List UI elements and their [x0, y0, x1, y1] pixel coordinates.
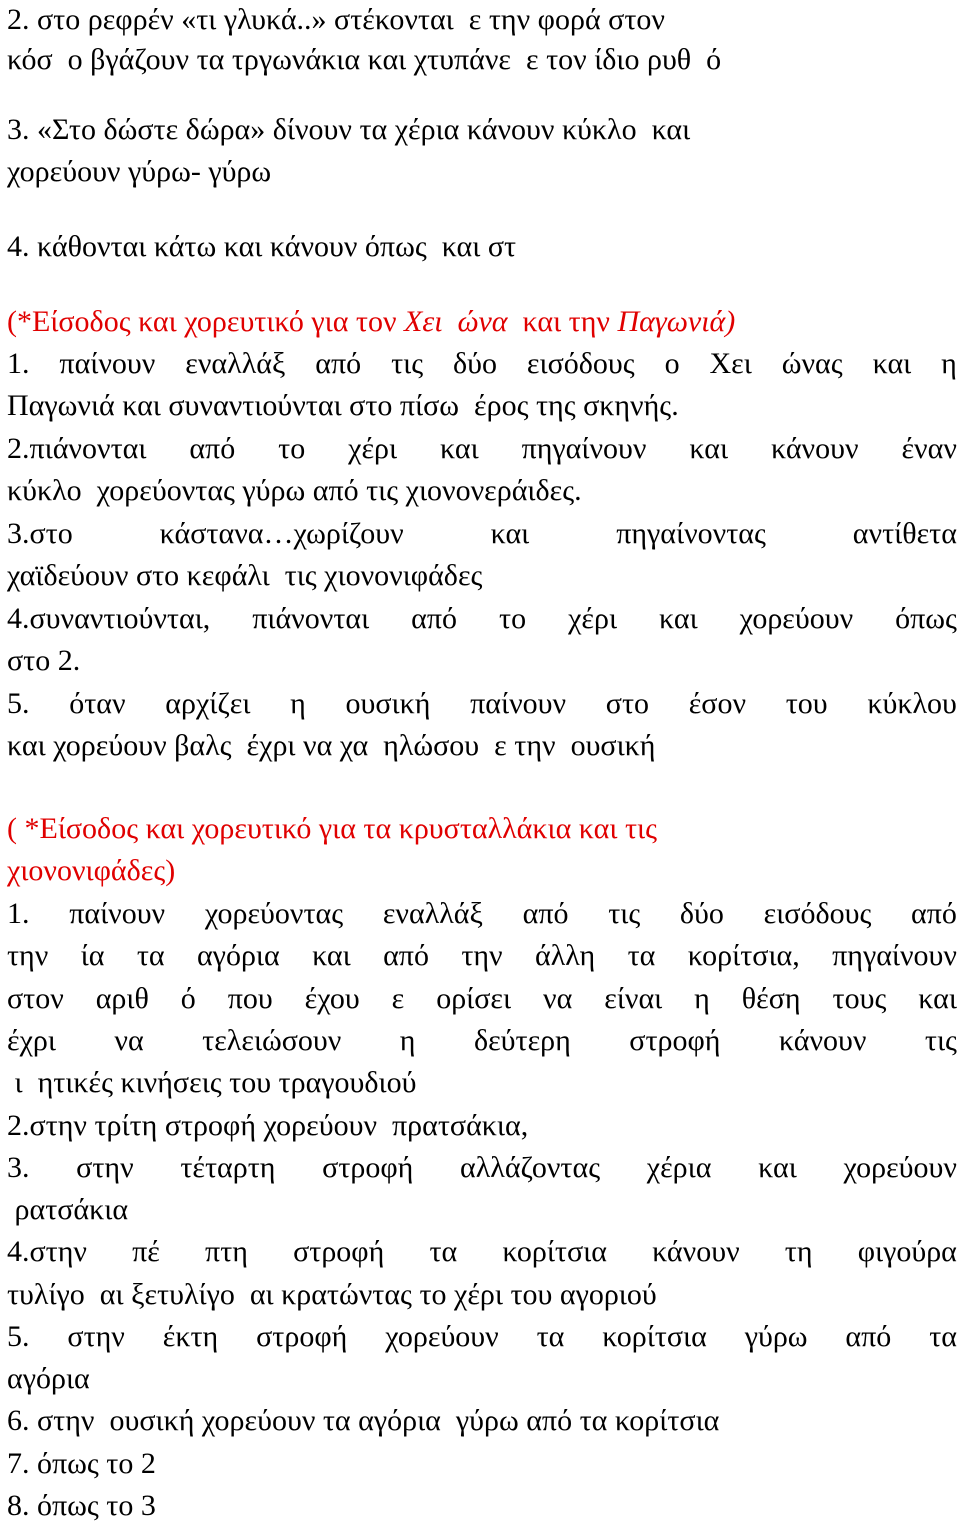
word: από — [911, 897, 957, 930]
word: στον — [7, 982, 64, 1015]
word: πτη — [205, 1235, 248, 1268]
word: χορεύουν — [385, 1320, 499, 1353]
word: δεύτερη — [473, 1024, 571, 1057]
word: στροφή — [629, 1024, 721, 1057]
text-line: ρατσάκια — [7, 1193, 129, 1226]
word: στροφή — [293, 1235, 385, 1268]
word: έκτη — [162, 1320, 219, 1353]
word: και — [659, 602, 698, 635]
word: να — [114, 1024, 144, 1057]
word: και — [490, 517, 530, 550]
word: η — [290, 687, 306, 720]
section-heading-crystals: χιονονιφάδες) — [7, 854, 176, 887]
word: που — [227, 982, 273, 1015]
word: την — [7, 939, 49, 972]
word: τις — [391, 347, 424, 380]
text-line: αγόρια — [7, 1362, 90, 1395]
text-line — [7, 979, 957, 1019]
word: κάστανα…χωρίζουν — [159, 517, 404, 550]
word: και — [440, 432, 479, 465]
text-line — [7, 514, 957, 554]
word: 1. — [7, 347, 30, 380]
text-line — [7, 599, 957, 639]
text-line — [7, 1317, 957, 1357]
word: αγόρια — [196, 939, 280, 972]
word: από — [383, 939, 429, 972]
word: ορίσει — [436, 982, 512, 1015]
word: και — [872, 347, 912, 380]
word: τελειώσουν — [202, 1024, 342, 1057]
word: έσον — [688, 687, 747, 720]
word: γύρω — [744, 1320, 808, 1353]
word: πέ — [132, 1235, 160, 1268]
word: πηγαίνοντας — [616, 517, 766, 550]
word: 1. — [7, 897, 30, 930]
word: 5. — [7, 1320, 30, 1353]
word: έχου — [304, 982, 360, 1015]
word: τα — [136, 939, 165, 972]
text-line — [7, 684, 957, 724]
word: στροφή — [256, 1320, 348, 1353]
word: χορεύουν — [739, 602, 854, 635]
text-line: κόσ ο βγάζουν τα τργωνάκια και χτυπάνε ε τον ίδιο ρυθ ό — [7, 43, 722, 76]
text-line — [7, 344, 957, 384]
text-line: 7. όπως το 2 — [7, 1447, 156, 1480]
word: αλλάζοντας — [460, 1151, 601, 1184]
word: 4.στην — [7, 1235, 87, 1268]
word: ό — [180, 982, 196, 1015]
word: τα — [627, 939, 656, 972]
word: αρχίζει — [165, 687, 251, 720]
word: 3. — [7, 1151, 30, 1184]
text-line — [7, 1021, 957, 1061]
text-line — [7, 1148, 957, 1188]
word: τις — [608, 897, 641, 930]
word: 2.πιάνονται — [7, 432, 147, 465]
word: η — [941, 347, 957, 380]
text-line — [7, 936, 957, 976]
word: εισόδους — [526, 347, 635, 380]
word: 3.στο — [7, 517, 73, 550]
word: είναι — [604, 982, 663, 1015]
word: το — [499, 602, 527, 635]
text-line: τυλίγο αι ξετυλίγο αι κρατώντας το χέρι του αγοριού — [7, 1278, 657, 1311]
word: όταν — [69, 687, 126, 720]
word: τη — [784, 1235, 813, 1268]
text-line — [7, 894, 957, 934]
text-line: ι ητικές κινήσεις του τραγουδιού — [7, 1066, 417, 1099]
word: και — [758, 1151, 797, 1184]
word: τα — [929, 1320, 957, 1353]
word: από — [411, 602, 458, 635]
heading-italic-text: Χει ώνα — [404, 305, 508, 338]
text-line: χορεύουν γύρω- γύρω — [7, 155, 272, 188]
text-line: στο 2. — [7, 644, 81, 677]
word: 5. — [7, 687, 30, 720]
word: κάνουν — [652, 1235, 740, 1268]
heading-text: (*Είσοδος και χορευτικό για τον — [7, 305, 405, 338]
word: τα — [429, 1235, 458, 1268]
word: η — [399, 1024, 416, 1057]
word: παίνουν — [470, 687, 567, 720]
heading-italic-text: Παγωνιά) — [617, 305, 736, 338]
section-heading-crystals: ( *Είσοδος και χορευτικό για τα κρυσταλλάκια και τις — [7, 812, 657, 845]
word: κύκλου — [867, 687, 957, 720]
word: χορεύοντας — [204, 897, 344, 930]
text-line — [7, 429, 957, 469]
word: χέρια — [646, 1151, 712, 1184]
word: στην — [67, 1320, 125, 1353]
text-line: 3. «Στο δώστε δώρα» δίνουν τα χέρια κάνουν κύκλο και — [7, 113, 691, 146]
word: κάνουν — [778, 1024, 867, 1057]
word: αντίθετα — [852, 517, 957, 550]
word: όπως — [895, 602, 957, 635]
word: στο — [605, 687, 649, 720]
word: στροφή — [322, 1151, 414, 1184]
word: από — [315, 347, 362, 380]
word: και — [918, 982, 957, 1015]
word: παίνουν — [69, 897, 166, 930]
word: τα — [536, 1320, 565, 1353]
text-line — [7, 1232, 957, 1272]
word: 4.συναντιούνται, — [7, 602, 211, 635]
word: έναν — [901, 432, 957, 465]
word: εναλλάξ — [382, 897, 483, 930]
word: κορίτσια, — [687, 939, 800, 972]
word: εισόδους — [763, 897, 872, 930]
word: παίνουν — [59, 347, 156, 380]
word: από — [522, 897, 569, 930]
word: άλλη — [534, 939, 596, 972]
word: πιάνονται — [252, 602, 370, 635]
word: την — [461, 939, 503, 972]
text-line: και χορεύουν βαλς έχρι να χα ηλώσου ε την ουσική — [7, 729, 656, 762]
word: τους — [832, 982, 887, 1015]
word: δύο — [453, 347, 497, 380]
word: ο — [664, 347, 680, 380]
word: του — [785, 687, 828, 720]
section-heading-winter-frost — [7, 302, 735, 342]
word: χορεύουν — [843, 1151, 957, 1184]
word: ουσική — [345, 687, 431, 720]
word: πηγαίνουν — [832, 939, 957, 972]
text-line: χαϊδεύουν στο κεφάλι τις χιονονιφάδες — [7, 559, 483, 592]
word: η — [694, 982, 710, 1015]
word: ώνας — [781, 347, 843, 380]
word: από — [189, 432, 236, 465]
word: δύο — [679, 897, 724, 930]
heading-text: και την — [507, 305, 618, 338]
text-line: 8. όπως το 3 — [7, 1489, 156, 1522]
word: και — [312, 939, 351, 972]
text-line: 6. στην ουσική χορεύουν τα αγόρια γύρω από τα κορίτσια — [7, 1404, 720, 1437]
word: πηγαίνουν — [521, 432, 647, 465]
word: στην — [76, 1151, 134, 1184]
word: ία — [80, 939, 105, 972]
word: χέρι — [568, 602, 618, 635]
word: τέταρτη — [180, 1151, 276, 1184]
word: θέση — [741, 982, 801, 1015]
word: κορίτσια — [502, 1235, 607, 1268]
word: ε — [391, 982, 405, 1015]
word: έχρι — [7, 1024, 56, 1057]
text-line: Παγωνιά και συναντιούνται στο πίσω έρος της σκηνής. — [7, 389, 679, 422]
word: φιγούρα — [857, 1235, 957, 1268]
word: Χει — [709, 347, 752, 380]
word: τις — [924, 1024, 957, 1057]
word: από — [845, 1320, 892, 1353]
text-line: 2.στην τρίτη στροφή χορεύουν πρατσάκια, — [7, 1109, 529, 1142]
word: το — [278, 432, 306, 465]
word: κορίτσια — [602, 1320, 707, 1353]
text-line: 2. στο ρεφρέν «τι γλυκά..» στέκονται ε την φορά στον — [7, 3, 665, 36]
text-line: 4. κάθονται κάτω και κάνουν όπως και στ — [7, 230, 517, 263]
word: εναλλάξ — [185, 347, 286, 380]
text-line: κύκλο χορεύοντας γύρω από τις χιονονεράιδες. — [7, 474, 582, 507]
word: να — [543, 982, 573, 1015]
word: χέρι — [348, 432, 398, 465]
word: και — [689, 432, 729, 465]
word: αριθ — [95, 982, 149, 1015]
word: κάνουν — [770, 432, 859, 465]
